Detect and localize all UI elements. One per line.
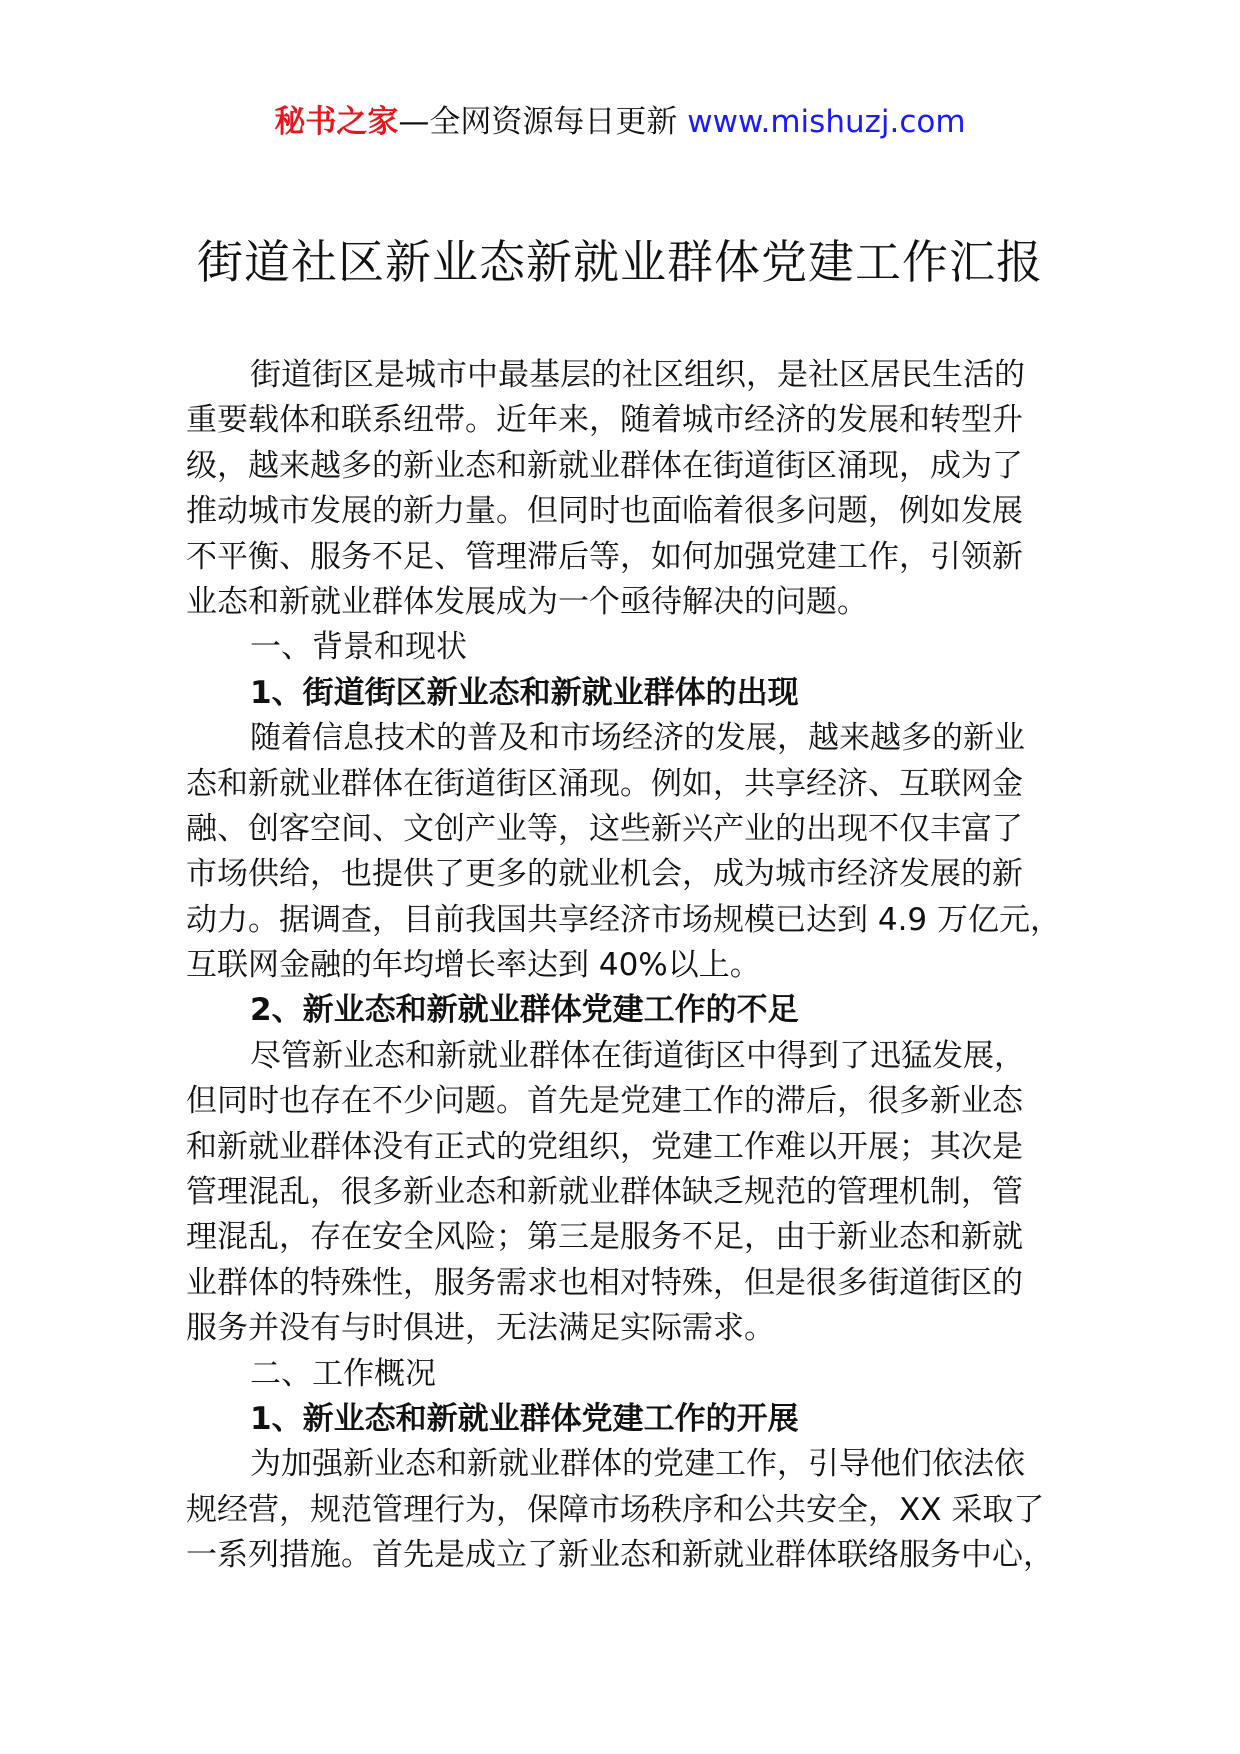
banner-url[interactable]: www.mishuzj.com — [687, 104, 966, 140]
paragraph-line: 推动城市发展的新力量。但同时也面临着很多问题，例如发展 — [186, 493, 1023, 530]
paragraph-line: 互联网金融的年均增长率达到 40%以上。 — [186, 947, 761, 984]
banner-tagline: —全网资源每日更新 — [398, 104, 688, 140]
paragraph-line: 但同时也存在不少问题。首先是党建工作的滞后，很多新业态 — [186, 1083, 1023, 1120]
section-heading-line: 1、街道街区新业态和新就业群体的出现 — [250, 674, 799, 711]
paragraph-line: 随着信息技术的普及和市场经济的发展，越来越多的新业 — [250, 720, 1025, 757]
paragraph-line: 二、工作概况 — [250, 1355, 436, 1392]
paragraph-line: 尽管新业态和新就业群体在街道街区中得到了迅猛发展， — [250, 1037, 1025, 1074]
paragraph-line: 动力。据调查，目前我国共享经济市场规模已达到 4.9 万亿元， — [186, 901, 1062, 938]
document-body — [186, 353, 1068, 1579]
paragraph-line: 街道街区是城市中最基层的社区组织，是社区居民生活的 — [250, 357, 1025, 393]
section-heading-line: 1、新业态和新就业群体党建工作的开展 — [250, 1400, 799, 1437]
paragraph-line: 和新就业群体没有正式的党组织，党建工作难以开展；其次是 — [186, 1128, 1023, 1165]
paragraph-line: 融、创客空间、文创产业等，这些新兴产业的出现不仅丰富了 — [186, 810, 1023, 847]
paragraph-line: 业态和新就业群体发展成为一个亟待解决的问题。 — [186, 583, 868, 620]
paragraph-line: 业群体的特殊性，服务需求也相对特殊，但是很多街道街区的 — [186, 1264, 1023, 1301]
banner-brand: 秘书之家 — [274, 104, 399, 140]
watermark-banner — [0, 100, 1240, 144]
paragraph-line: 重要载体和联系纽带。近年来，随着城市经济的发展和转型升 — [186, 402, 1023, 439]
paragraph-line: 级，越来越多的新业态和新就业群体在街道街区涌现，成为了 — [186, 447, 1023, 484]
paragraph-line: 规经营，规范管理行为，保障市场秩序和公共安全，XX 采取了 — [186, 1491, 1045, 1528]
paragraph-line: 一、背景和现状 — [250, 629, 467, 666]
paragraph-line: 管理混乱，很多新业态和新就业群体缺乏规范的管理机制，管 — [186, 1174, 1023, 1211]
paragraph-line: 一系列措施。首先是成立了新业态和新就业群体联络服务中心， — [186, 1537, 1054, 1574]
paragraph-line: 为加强新业态和新就业群体的党建工作，引导他们依法依 — [250, 1446, 1025, 1483]
paragraph-line: 不平衡、服务不足、管理滞后等，如何加强党建工作，引领新 — [186, 538, 1023, 575]
section-heading-line: 2、新业态和新就业群体党建工作的不足 — [250, 992, 799, 1029]
document-title: 街道社区新业态新就业群体党建工作汇报 — [197, 235, 1043, 289]
paragraph-line: 服务并没有与时俱进，无法满足实际需求。 — [186, 1310, 775, 1347]
paragraph-line: 市场供给，也提供了更多的就业机会，成为城市经济发展的新 — [186, 856, 1023, 893]
paragraph-line: 态和新就业群体在街道街区涌现。例如，共享经济、互联网金 — [186, 765, 1023, 802]
paragraph-line: 理混乱，存在安全风险；第三是服务不足，由于新业态和新就 — [186, 1219, 1023, 1256]
